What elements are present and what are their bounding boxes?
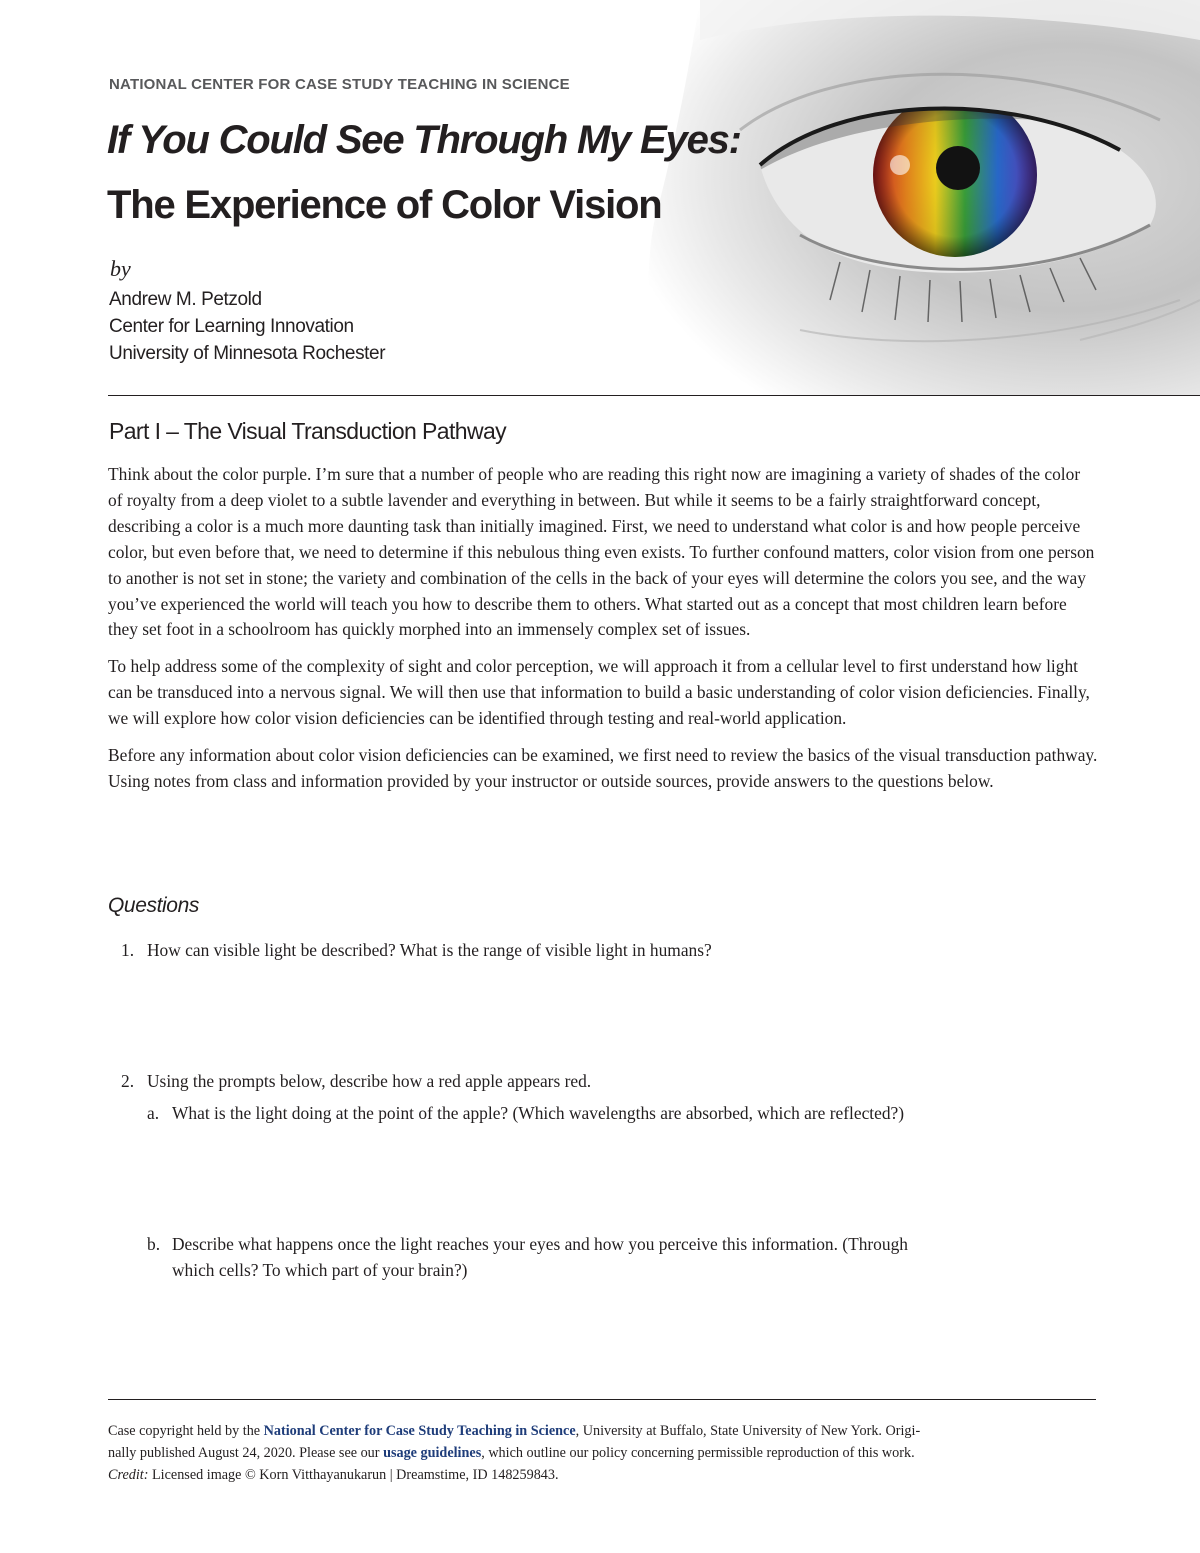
footer-text-4: , which outline our policy concerning permissible reproduction of this work. — [481, 1445, 915, 1461]
footer-text-3: nally published August 24, 2020. Please see our — [108, 1445, 384, 1461]
question-1-number: 1. — [121, 940, 135, 960]
footer-line-3 — [108, 1464, 1098, 1486]
footer-text-1: Case copyright held by the — [108, 1423, 264, 1439]
question-2b-text-line-2: which cells? To which part of your brain?) — [172, 1260, 468, 1280]
author-affiliation-1: Center for Learning Innovation — [109, 316, 354, 337]
question-2a-text: What is the light doing at the point of the apple? (Which wavelengths are absorbed, which are reflected?) — [172, 1103, 905, 1123]
footer-text-2: , University at Buffalo, State University of New York. Origi- — [575, 1423, 921, 1439]
header-divider — [108, 395, 1200, 396]
question-1-text: How can visible light be described? What is the range of visible light in humans? — [147, 940, 712, 960]
title-line-2: The Experience of Color Vision — [107, 183, 662, 227]
question-2-text: Using the prompts below, describe how a red apple appears red. — [147, 1071, 592, 1091]
usage-guidelines-link[interactable]: usage guidelines — [383, 1445, 482, 1461]
ncc-link[interactable]: National Center for Case Study Teaching in Science — [263, 1423, 576, 1439]
question-2b-text-line-1: Describe what happens once the light reaches your eyes and how you perceive this information. (Through — [172, 1234, 908, 1254]
question-2a-letter: a. — [147, 1103, 160, 1123]
question-2b — [147, 1232, 1087, 1284]
footer-line-1 — [108, 1420, 1098, 1442]
paragraph-3: Before any information about color vision deficiencies can be examined, we first need to review the basics of the visual transduction pathway. Using notes from class and information provided by your instructor or outside sources, provide answers to the questions below. — [108, 745, 1098, 791]
footer-line-2 — [108, 1442, 1098, 1464]
author-block — [109, 286, 385, 367]
author-affiliation-2: University of Minnesota Rochester — [109, 343, 386, 364]
org-name: NATIONAL CENTER FOR CASE STUDY TEACHING IN SCIENCE — [109, 76, 570, 93]
credit-text: Licensed image © Korn Vitthayanukarun | Dreamstime, ID 148259843. — [148, 1467, 559, 1483]
paragraph-2: To help address some of the complexity of sight and color perception, we will approach it from a cellular level to first understand how light can be transduced into a nervous signal. We will then use that information to build a basic understanding of color vision deficiencies. Finally, we will explore how color vision deficiencies can be identified through testing and real-world application. — [108, 656, 1090, 729]
credit-label: Credit: — [108, 1467, 149, 1483]
footer-copyright — [108, 1420, 1098, 1486]
question-2-number: 2. — [121, 1071, 135, 1091]
section-title: Part I – The Visual Transduction Pathway — [109, 418, 507, 444]
byline-label: by — [110, 256, 131, 281]
questions-heading: Questions — [108, 894, 199, 917]
title-line-1: If You Could See Through My Eyes: — [107, 118, 741, 162]
question-2b-letter: b. — [147, 1234, 161, 1254]
paragraph-1: Think about the color purple. I’m sure that a number of people who are reading this right now are imagining a variety of shades of the color of royalty from a deep violet to a subtle lavender and everything in between. But while it seems to be a fairly straightforward concept, describing a color is a much more daunting task than initially imagined. First, we need to understand what color is and how people perceive color, but even before that, we need to determine if this nebulous thing even exists. To further confound matters, color vision from one person to another is not set in stone; the variety and combination of the cells in the back of your eyes will determine the colors you see, and the way you’ve experienced the world will teach you how to describe them to others. What started out as a concept that most children learn before they set foot in a schoolroom has quickly morphed into an immensely complex set of issues. — [108, 464, 1095, 640]
author-name: Andrew M. Petzold — [109, 289, 262, 310]
footer-divider — [108, 1399, 1096, 1400]
body-text — [108, 462, 1098, 806]
